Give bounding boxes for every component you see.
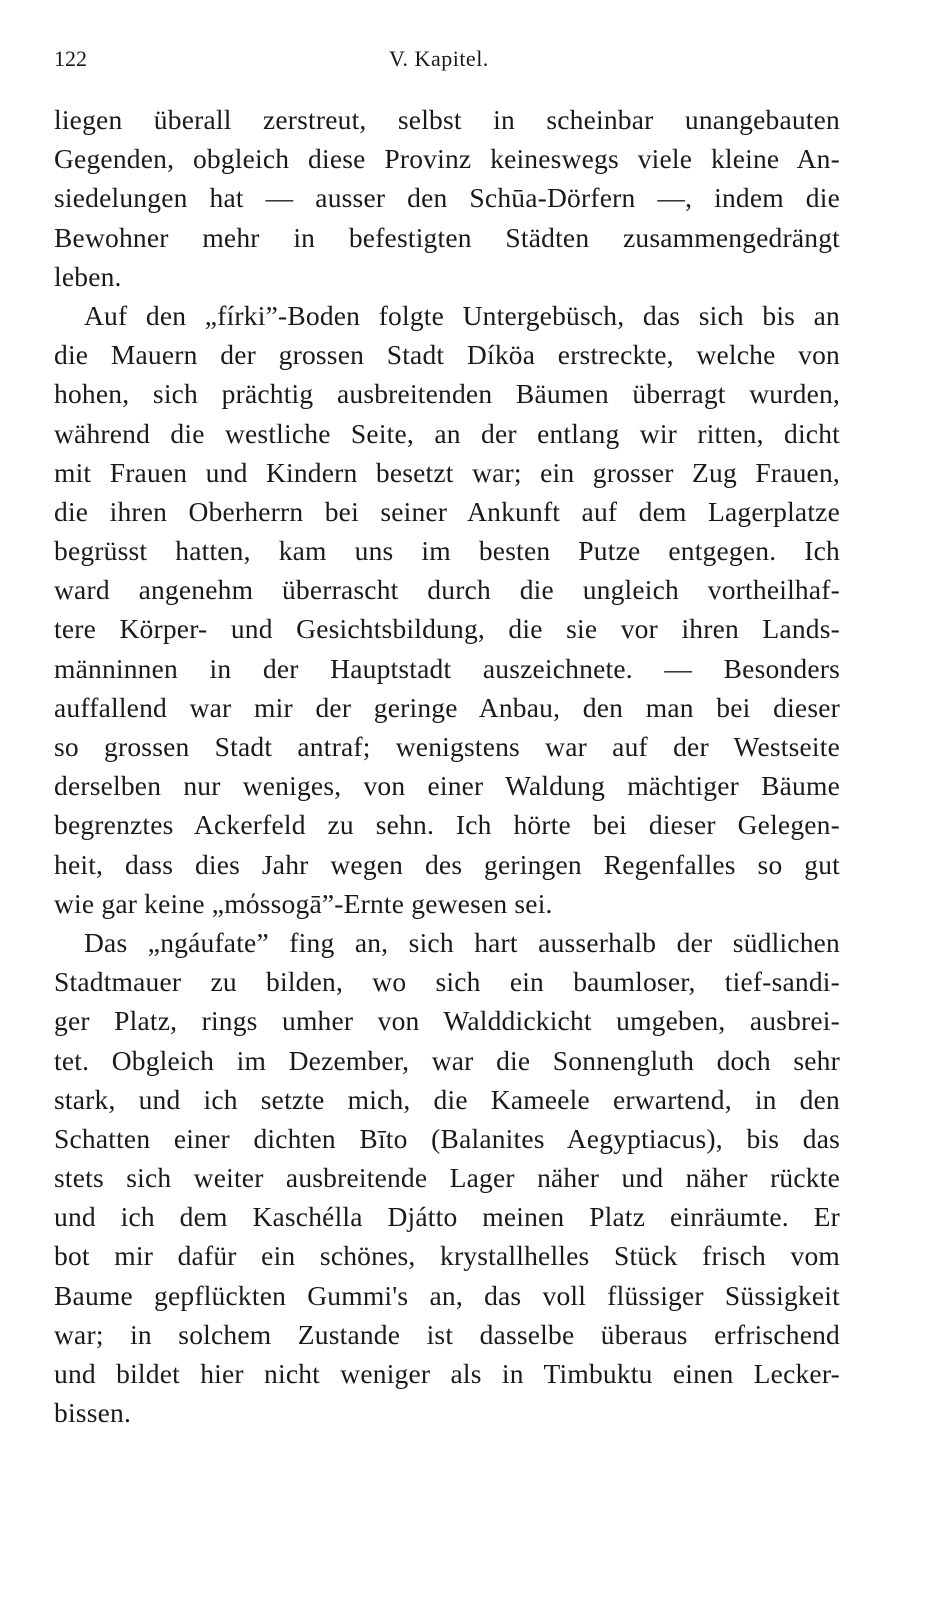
text-line: begrenztes Ackerfeld zu sehn. Ich hörte bei dieser Gelegen- [54,809,840,841]
text-line: derselben nur weniges, von einer Waldung mächtiger Bäume [54,770,840,802]
text-line: liegen überall zerstreut, selbst in scheinbar unangebauten [54,104,840,135]
text-line: während die westliche Seite, an der entlang wir ritten, dicht [54,417,840,449]
text-line: stets sich weiter ausbreitende Lager näher und näher rückte [54,1162,840,1194]
text-line: Auf den „fírki”-Boden folgte Untergebüsch, das sich bis an [84,299,840,331]
paragraph [54,100,840,296]
running-head [54,46,840,82]
text-line: und bildet hier nicht weniger als in Timbuktu einen Lecker- [54,1358,840,1389]
paragraph [54,296,840,923]
text-line: leben. [54,260,122,292]
text-line: Bewohner mehr in befestigten Städten zusammengedrängt [54,221,840,253]
text-line: bissen. [54,1397,132,1429]
text-line: hohen, sich prächtig ausbreitenden Bäumen überragt wurden, [54,378,840,410]
page-number: 122 [54,46,87,71]
text-line: die Mauern der grossen Stadt Díköa erstreckte, welche von [54,339,840,371]
body-text [54,100,840,1432]
text-line: die ihren Oberherrn bei seiner Ankunft auf dem Lagerplatze [54,495,840,527]
text-line: Baume gepflückten Gummi's an, das voll flüssiger Süssigkeit [54,1279,840,1311]
text-line: wie gar keine „mόssogā”-Ernte gewesen sei. [54,887,553,919]
text-line: auffallend war mir der geringe Anbau, den man bei dieser [54,691,840,723]
text-line: ward angenehm überrascht durch die ungleich vortheilhaf- [54,574,840,606]
chapter-title: V. Kapitel. [389,46,489,71]
text-line: stark, und ich setzte mich, die Kameele erwartend, in den [54,1083,840,1115]
text-line: bot mir dafür ein schönes, krystallhelles Stück frisch vom [54,1240,840,1272]
paragraph [54,923,840,1432]
text-line: Gegenden, obgleich diese Provinz keineswegs viele kleine An- [54,143,840,175]
text-line: Stadtmauer zu bilden, wo sich ein baumloser, tief-sandi- [54,966,840,998]
text-line: so grossen Stadt antraf; wenigstens war auf der Westseite [54,731,840,762]
text-line: ger Platz, rings umher von Walddickicht umgeben, ausbrei- [54,1005,840,1037]
text-line: Schatten einer dichten Bīto (Balanites Aegyptiacus), bis das [54,1122,840,1154]
text-line: begrüsst hatten, kam uns im besten Putze entgegen. Ich [54,535,840,567]
text-line: tet. Obgleich im Dezember, war die Sonnengluth doch sehr [54,1044,840,1076]
text-line: männinnen in der Hauptstadt auszeichnete. — Besonders [54,652,840,684]
text-line: war; in solchem Zustande ist dasselbe überaus erfrischend [54,1318,840,1350]
text-line: mit Frauen und Kindern besetzt war; ein grosser Zug Frauen, [54,456,840,488]
text-line: und ich dem Kaschélla Djátto meinen Platz einräumte. Er [54,1201,840,1233]
text-line: tere Körper- und Gesichtsbildung, die sie vor ihren Lands- [54,613,840,645]
text-line: Das „ngáufate” fing an, sich hart ausserhalb der südlichen [84,926,840,958]
text-line: heit, dass dies Jahr wegen des geringen Regenfalles so gut [54,848,840,880]
text-line: siedelungen hat — ausser den Schūa-Dörfern —, indem die [54,182,840,214]
